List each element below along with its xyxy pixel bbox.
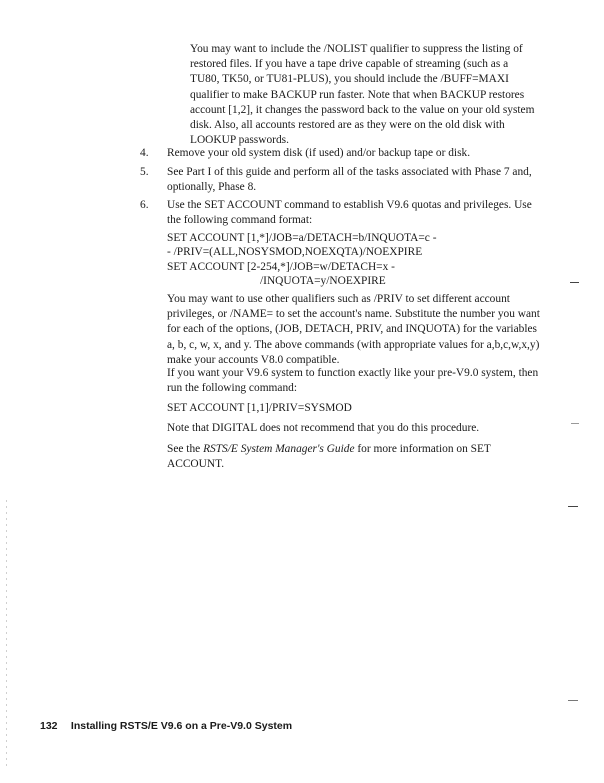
command-line-2: - /PRIV=(ALL,NOSYSMOD,NOEXQTA)/NOEXPIRE (167, 246, 423, 258)
step-6-text: Use the SET ACCOUNT command to establish V9.6 quotas and privileges. Use the following command format: (167, 199, 532, 227)
step-6-number: 6. (140, 199, 149, 211)
digital-note: Note that DIGITAL does not recommend that you do this procedure. (167, 422, 480, 434)
step-5-text: See Part I of this guide and perform all of the tasks associated with Phase 7 and, optionally, Phase 8. (167, 166, 532, 194)
command-line-4: /INQUOTA=y/NOEXPIRE (260, 275, 386, 287)
qualifiers-paragraph: You may want to use other qualifiers such as /PRIV to set different account privileges, or /NAME= to set the account's name. Substitute the number you want for each of the options, (JOB, DETACH, PRIV, and INQUOTA) for the variables a, b, c, w, x, and y. The above commands (with appropriate values for a,b,c,w,x,y) make your accounts V8.0 compatible. (167, 293, 540, 366)
margin-mark (571, 423, 579, 424)
sysmod-intro: If you want your V9.6 system to function exactly like your pre-V9.0 system, then run the following command: (167, 367, 539, 395)
reference-paragraph (167, 442, 542, 472)
intro-paragraph: You may want to include the /NOLIST qualifier to suppress the listing of restored files. If you have a tape drive capable of streaming (such as a TU80, TK50, or TU81-PLUS), you should include the /BUFF=MAXI qualifier to make BACKUP run faster. Note that when BACKUP restores account [1,2], it changes the password back to the value on your old system disk. Also, all accounts restored are as they were on the old disk with LOOKUP passwords. (190, 43, 535, 147)
command-line-3: SET ACCOUNT [2-254,*]/JOB=w/DETACH=x - (167, 261, 395, 273)
page-number: 132 (40, 720, 58, 732)
running-title: Installing RSTS/E V9.6 on a Pre-V9.0 System (70, 720, 293, 732)
margin-mark (568, 700, 578, 701)
reference-prefix: See the (167, 443, 204, 455)
step-5-number: 5. (140, 166, 149, 178)
sysmod-command: SET ACCOUNT [1,1]/PRIV=SYSMOD (167, 402, 352, 414)
guide-title: RSTS/E System Manager's Guide (203, 443, 355, 455)
margin-mark (568, 506, 578, 507)
scan-edge (6, 500, 7, 770)
step-4-number: 4. (140, 147, 149, 159)
step-4-text: Remove your old system disk (if used) and/or backup tape or disk. (167, 147, 471, 159)
command-line-1: SET ACCOUNT [1,*]/JOB=a/DETACH=b/INQUOTA=c - (167, 232, 437, 244)
page-footer (40, 720, 292, 732)
reference-suffix: for more information on SET ACCOUNT. (167, 443, 491, 471)
margin-mark (570, 282, 579, 283)
